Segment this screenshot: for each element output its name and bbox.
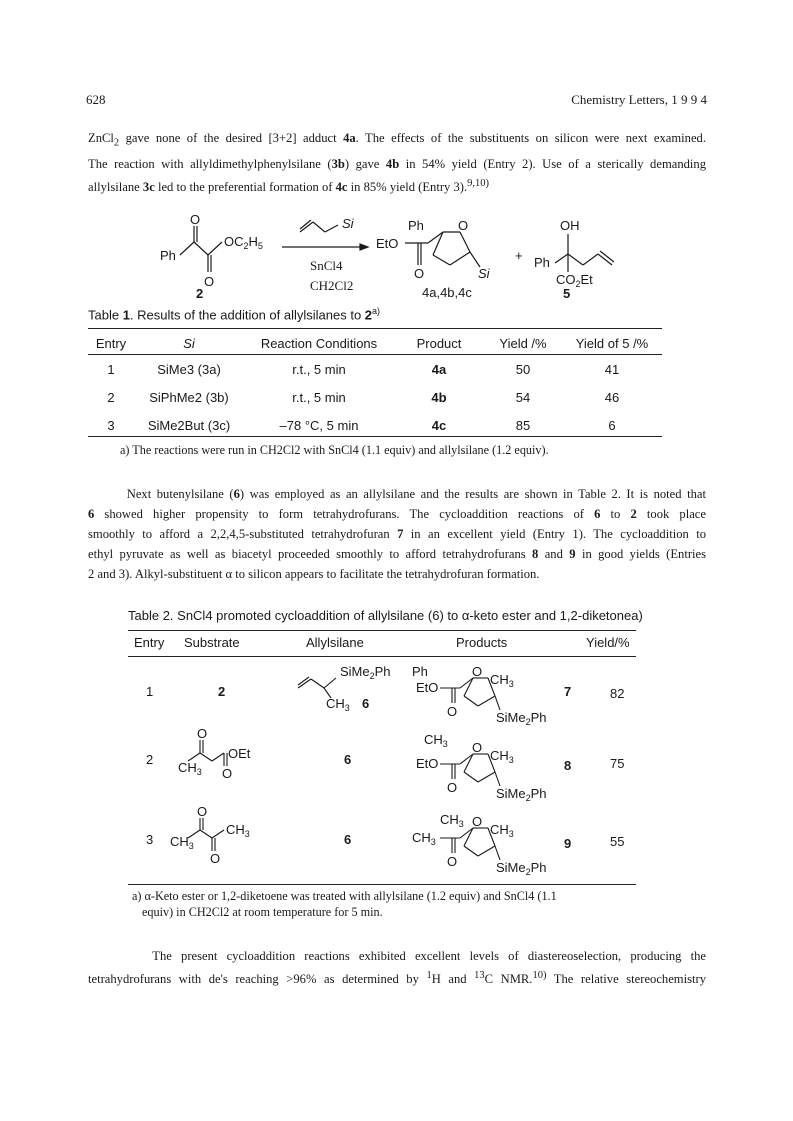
paragraph-line: tetrahydrofurans with de's reaching >96% as determined by $^1$H and $^{13}$C NMR.$^{10)}$ The relative stereochemistry — [88, 970, 706, 987]
svg-text:O: O — [472, 664, 483, 679]
table1-header: Yield of 5 /% — [575, 335, 649, 351]
svg-text:O: O — [414, 266, 425, 281]
table-cell: 1 — [107, 361, 115, 377]
svg-text:CH3: $CH_3$ — [178, 760, 202, 777]
svg-text:EtO: EtO — [416, 756, 439, 771]
paragraph-line: ethyl pyruvate as well as biacetyl proceeded smoothly to afford tetrahydrofurans 8 and 9 in good yields (Entries — [88, 547, 707, 561]
table2-header: Substrate — [184, 635, 240, 650]
paragraph-line: The reaction with allyldimethylphenylsilane (3b) gave 4b in 54% yield (Entry 2). Use of a sterically demanding — [88, 156, 707, 171]
svg-text:CO2Et: $CO_2Et$ — [556, 272, 593, 289]
table2-header: Products — [456, 635, 508, 650]
table2-header: Entry — [134, 635, 165, 650]
table-cell: –78 °C, 5 min — [279, 417, 359, 433]
svg-text:O: O — [222, 766, 233, 781]
svg-text:CH3: $CH_3$ — [490, 822, 514, 839]
table1 — [88, 332, 662, 439]
table-cell: 55 — [610, 834, 625, 849]
table1-header: Product — [416, 335, 462, 351]
table2-footnote — [132, 888, 557, 920]
table-cell: 46 — [604, 389, 620, 405]
svg-text:OH: OH — [560, 218, 580, 233]
table-cell: 2 — [107, 389, 115, 405]
table1-header: Reaction Conditions — [260, 335, 378, 351]
table1-footnote: a) The reactions were run in CH2Cl2 with SnCl4 (1.1 equiv) and allylsilane (1.2 equiv). — [120, 443, 549, 457]
reagent-ch2cl2: CH2Cl2 — [310, 278, 354, 293]
svg-text:Ph: Ph — [160, 248, 176, 263]
table-cell: 4b — [431, 389, 447, 405]
svg-text:O: O — [447, 854, 458, 869]
svg-text:O: O — [190, 212, 201, 227]
table-cell: 50 — [515, 361, 531, 377]
table-row — [88, 411, 662, 439]
table-cell: SiMe2But (3c) — [147, 417, 231, 433]
table1-header: Si — [183, 335, 195, 351]
table-cell: 6 — [344, 752, 352, 767]
table2-caption: Table 2. SnCl4 promoted cycloaddition of allylsilane (6) to α-keto ester and 1,2-diketonea) — [128, 608, 643, 623]
paragraph-2 — [88, 484, 706, 584]
table-cell: 2 — [146, 752, 154, 767]
table-cell: 3 — [146, 832, 154, 847]
svg-text:OC2H5: $OC_2H_5$ — [224, 234, 263, 251]
svg-text:EtO: EtO — [416, 680, 439, 695]
svg-text:O: O — [472, 814, 483, 829]
table-cell: 8 — [564, 758, 572, 773]
table-cell: SiPhMe2 (3b) — [149, 389, 229, 405]
paragraph-3 — [88, 946, 706, 989]
svg-text:O: O — [210, 851, 221, 866]
table2-structures — [128, 658, 568, 884]
table2-footnote-line: equiv) in CH2Cl2 at room temperature for 5 min. — [142, 905, 383, 919]
table-cell: r.t., 5 min — [292, 361, 346, 377]
table-cell: 82 — [610, 686, 625, 701]
reaction-scheme — [150, 210, 650, 305]
table-cell: 41 — [604, 361, 620, 377]
svg-text:CH3: $CH_3$ — [170, 834, 194, 851]
table1-header-row — [88, 332, 662, 355]
svg-text:Ph: Ph — [408, 218, 424, 233]
svg-text:CH3: $CH_3$ — [226, 822, 250, 839]
paragraph-1 — [88, 128, 706, 197]
svg-text:CH3: $CH_3$ — [412, 830, 436, 847]
svg-text:O: O — [447, 780, 458, 795]
paragraph-line: smoothly to afford a 2,2,4,5-substituted tetrahydrofuran 7 in an excellent yield (Entry 1). The cycloaddition to — [88, 527, 707, 541]
table-cell: 75 — [610, 756, 625, 771]
table2-header-row — [128, 635, 636, 653]
svg-text:O: O — [197, 726, 208, 741]
svg-text:SiMe2Ph: SiMe$_2$Ph — [496, 786, 547, 803]
plus-sign: + — [515, 248, 523, 263]
table-cell: 3 — [107, 417, 115, 433]
svg-text:CH3: $CH_3$ — [440, 812, 464, 829]
table-cell: 4c — [431, 417, 447, 433]
table-cell: 54 — [515, 389, 531, 405]
paragraph-line: ZnCl$_2$ gave none of the desired [3+2] adduct 4a. The effects of the substituents on silicon were next examined. — [88, 131, 706, 149]
table1-header: Entry — [95, 335, 127, 351]
page-number: 628 — [86, 92, 106, 107]
table1-header: Yield /% — [499, 335, 547, 351]
table-cell: 7 — [564, 684, 572, 699]
paragraph-line: 2 and 3). Alkyl-substituent α to silicon appears to facilitate the tetrahydrofuran formation. — [88, 567, 540, 581]
svg-text:6: 6 — [362, 696, 370, 711]
svg-text:O: O — [447, 704, 458, 719]
svg-text:EtO: EtO — [376, 236, 399, 251]
paragraph-line: allylsilane 3c led to the preferential formation of 4c in 85% yield (Entry 3).$^{9,10)}$ — [88, 177, 489, 194]
table-cell: 2 — [218, 684, 226, 699]
table2-header: Allylsilane — [306, 635, 364, 650]
reagent-sncl4: SnCl4 — [310, 258, 343, 273]
svg-text:SiMe2Ph: SiMe$_2$Ph — [496, 710, 547, 727]
table-cell: 4a — [431, 361, 447, 377]
table-cell: 6 — [608, 417, 616, 433]
table-row — [88, 383, 662, 411]
table-row — [88, 355, 662, 383]
paragraph-line: 6 showed higher propensity to form tetrahydrofurans. The cycloaddition reactions of 6 to 2 took place — [88, 507, 706, 521]
table-cell: 1 — [146, 684, 154, 699]
paragraph-line: Next butenylsilane (6) was employed as an allylsilane and the results are shown in Table 2. It is noted that — [88, 487, 706, 501]
table2-header: Yield/% — [586, 635, 630, 650]
table-cell: 9 — [564, 836, 572, 851]
svg-text:CH3: $CH_3$ — [326, 696, 350, 713]
table-cell: 6 — [344, 832, 352, 847]
svg-text:O: O — [472, 740, 483, 755]
svg-text:CH3: $CH_3$ — [424, 732, 448, 749]
table-cell: r.t., 5 min — [292, 389, 346, 405]
compound-2-label: 2 — [196, 286, 204, 301]
svg-text:CH3: $CH_3$ — [490, 672, 514, 689]
svg-text:O: O — [204, 274, 215, 289]
svg-text:SiMe2Ph: SiMe$_2$Ph — [340, 664, 391, 681]
svg-text:O: O — [458, 218, 469, 233]
paragraph-line: The present cycloaddition reactions exhibited excellent levels of diastereoselection, producing the — [88, 949, 706, 963]
journal-header: Chemistry Letters, 1 9 9 4 — [571, 92, 707, 107]
svg-text:Si: Si — [478, 266, 490, 281]
svg-text:CH3: $CH_3$ — [490, 748, 514, 765]
reagent-si: Si — [342, 216, 354, 231]
svg-text:O: O — [197, 804, 208, 819]
svg-text:Ph: Ph — [412, 664, 428, 679]
svg-text:SiMe2Ph: SiMe$_2$Ph — [496, 860, 547, 877]
svg-text:OEt: OEt — [228, 746, 251, 761]
compound-5-label: 5 — [563, 286, 571, 301]
table-cell: 85 — [515, 417, 531, 433]
table-cell: SiMe3 (3a) — [157, 361, 221, 377]
svg-text:Ph: Ph — [534, 255, 550, 270]
table2-footnote-line: a) α-Keto ester or 1,2-diketoene was treated with allylsilane (1.2 equiv) and SnCl4 (1.1 — [132, 889, 557, 903]
table1-caption: Table 1. Results of the addition of allylsilanes to 2$^{a)}$ — [88, 306, 381, 323]
compound-4-label: 4a,4b,4c — [422, 285, 472, 300]
